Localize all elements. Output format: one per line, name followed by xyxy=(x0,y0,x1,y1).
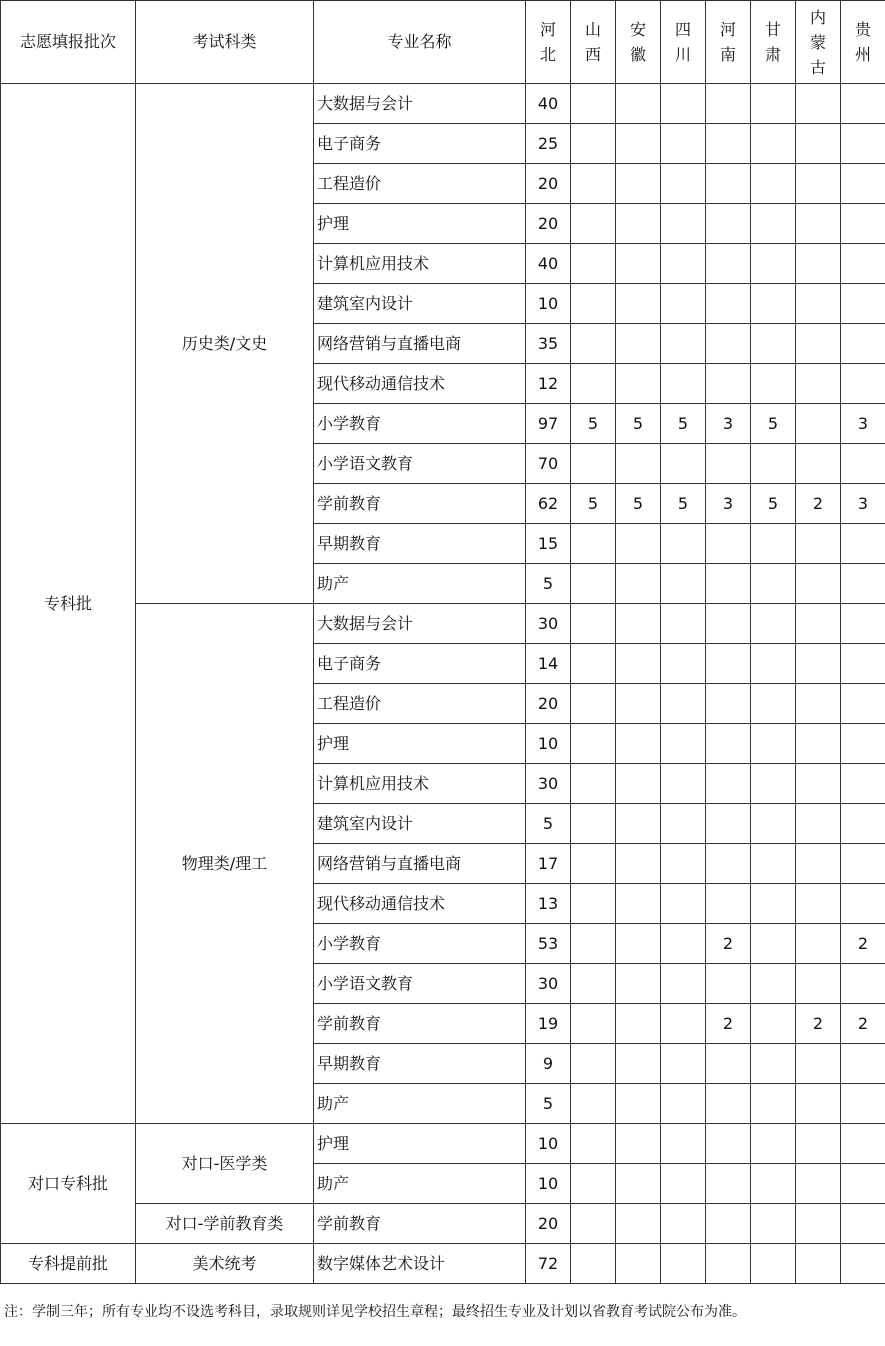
quota-cell xyxy=(616,244,661,284)
quota-cell xyxy=(751,364,796,404)
quota-cell: 5 xyxy=(751,404,796,444)
quota-cell xyxy=(706,164,751,204)
table-row xyxy=(1,1244,885,1284)
quota-cell xyxy=(841,244,885,284)
quota-cell xyxy=(571,564,616,604)
quota-cell xyxy=(571,764,616,804)
quota-cell: 5 xyxy=(661,484,706,524)
quota-cell xyxy=(571,364,616,404)
major-cell: 网络营销与直播电商 xyxy=(314,324,526,364)
quota-cell xyxy=(841,844,885,884)
quota-cell xyxy=(751,84,796,124)
category-cell: 历史类/文史 xyxy=(136,84,314,604)
major-cell: 数字媒体艺术设计 xyxy=(314,1244,526,1284)
quota-cell xyxy=(841,1044,885,1084)
quota-cell xyxy=(796,684,841,724)
quota-cell xyxy=(661,764,706,804)
quota-cell xyxy=(661,1084,706,1124)
quota-cell xyxy=(661,284,706,324)
quota-cell xyxy=(661,964,706,1004)
quota-cell xyxy=(661,1244,706,1284)
quota-cell xyxy=(706,324,751,364)
major-cell: 护理 xyxy=(314,724,526,764)
quota-cell xyxy=(751,564,796,604)
major-cell: 现代移动通信技术 xyxy=(314,884,526,924)
quota-cell xyxy=(751,204,796,244)
category-cell: 物理类/理工 xyxy=(136,604,314,1124)
quota-cell xyxy=(751,244,796,284)
quota-cell: 2 xyxy=(841,1004,885,1044)
quota-cell xyxy=(796,84,841,124)
quota-cell: 3 xyxy=(841,484,885,524)
quota-cell: 10 xyxy=(526,1124,571,1164)
quota-cell xyxy=(751,164,796,204)
quota-cell xyxy=(706,1124,751,1164)
quota-cell xyxy=(706,364,751,404)
quota-cell xyxy=(571,924,616,964)
quota-cell xyxy=(841,884,885,924)
quota-cell: 2 xyxy=(706,924,751,964)
table-row xyxy=(1,1124,885,1164)
quota-cell xyxy=(571,84,616,124)
major-cell: 现代移动通信技术 xyxy=(314,364,526,404)
header-province: 四川 xyxy=(661,1,706,84)
quota-cell xyxy=(706,244,751,284)
quota-cell xyxy=(571,964,616,1004)
quota-cell xyxy=(841,124,885,164)
quota-cell xyxy=(796,524,841,564)
quota-cell xyxy=(571,1124,616,1164)
quota-cell xyxy=(706,284,751,324)
quota-cell xyxy=(841,564,885,604)
quota-cell xyxy=(616,284,661,324)
quota-cell xyxy=(571,1244,616,1284)
quota-cell xyxy=(616,964,661,1004)
quota-cell xyxy=(796,1084,841,1124)
quota-cell xyxy=(706,804,751,844)
quota-cell xyxy=(841,1124,885,1164)
quota-cell xyxy=(751,924,796,964)
quota-cell xyxy=(796,324,841,364)
quota-cell: 9 xyxy=(526,1044,571,1084)
quota-cell xyxy=(571,684,616,724)
quota-cell: 25 xyxy=(526,124,571,164)
quota-cell xyxy=(751,444,796,484)
quota-cell: 53 xyxy=(526,924,571,964)
quota-cell xyxy=(616,1084,661,1124)
quota-cell xyxy=(571,884,616,924)
quota-cell xyxy=(796,844,841,884)
quota-cell xyxy=(616,1004,661,1044)
quota-cell xyxy=(571,244,616,284)
quota-cell xyxy=(616,724,661,764)
major-cell: 助产 xyxy=(314,564,526,604)
quota-cell xyxy=(661,564,706,604)
batch-cell: 对口专科批 xyxy=(1,1124,136,1244)
header-province: 河北 xyxy=(526,1,571,84)
quota-cell xyxy=(751,764,796,804)
quota-cell xyxy=(751,284,796,324)
quota-cell xyxy=(751,324,796,364)
category-cell: 对口-医学类 xyxy=(136,1124,314,1204)
header-province: 贵州 xyxy=(841,1,885,84)
quota-cell xyxy=(796,444,841,484)
quota-cell: 40 xyxy=(526,244,571,284)
quota-cell: 5 xyxy=(571,404,616,444)
quota-cell xyxy=(706,964,751,1004)
quota-cell xyxy=(571,524,616,564)
major-cell: 小学教育 xyxy=(314,404,526,444)
header-category: 考试科类 xyxy=(136,1,314,84)
quota-cell: 20 xyxy=(526,684,571,724)
quota-cell xyxy=(796,404,841,444)
quota-cell xyxy=(571,1084,616,1124)
quota-cell xyxy=(841,284,885,324)
quota-cell: 17 xyxy=(526,844,571,884)
quota-cell xyxy=(616,124,661,164)
category-cell: 对口-学前教育类 xyxy=(136,1204,314,1244)
quota-cell: 10 xyxy=(526,1164,571,1204)
major-cell: 电子商务 xyxy=(314,644,526,684)
quota-cell: 15 xyxy=(526,524,571,564)
quota-cell: 20 xyxy=(526,1204,571,1244)
quota-cell xyxy=(796,764,841,804)
quota-cell xyxy=(751,1204,796,1244)
quota-cell xyxy=(571,604,616,644)
quota-cell xyxy=(841,84,885,124)
quota-cell xyxy=(796,564,841,604)
quota-cell xyxy=(751,804,796,844)
quota-cell xyxy=(661,444,706,484)
quota-cell: 13 xyxy=(526,884,571,924)
quota-cell: 30 xyxy=(526,964,571,1004)
quota-cell xyxy=(706,764,751,804)
quota-cell xyxy=(796,204,841,244)
major-cell: 小学语文教育 xyxy=(314,444,526,484)
quota-cell xyxy=(661,204,706,244)
quota-cell xyxy=(796,1204,841,1244)
quota-cell xyxy=(796,964,841,1004)
quota-cell xyxy=(751,684,796,724)
quota-cell xyxy=(616,644,661,684)
quota-cell xyxy=(616,924,661,964)
quota-cell xyxy=(571,204,616,244)
quota-cell xyxy=(841,724,885,764)
major-cell: 工程造价 xyxy=(314,684,526,724)
quota-cell xyxy=(796,364,841,404)
major-cell: 助产 xyxy=(314,1164,526,1204)
major-cell: 网络营销与直播电商 xyxy=(314,844,526,884)
quota-cell xyxy=(616,1244,661,1284)
quota-cell: 5 xyxy=(616,404,661,444)
header-batch: 志愿填报批次 xyxy=(1,1,136,84)
quota-cell xyxy=(751,884,796,924)
quota-cell xyxy=(661,164,706,204)
quota-cell xyxy=(751,724,796,764)
quota-cell xyxy=(661,644,706,684)
quota-cell xyxy=(796,604,841,644)
quota-cell: 5 xyxy=(751,484,796,524)
quota-cell: 20 xyxy=(526,204,571,244)
quota-cell: 30 xyxy=(526,604,571,644)
major-cell: 早期教育 xyxy=(314,524,526,564)
quota-cell: 2 xyxy=(841,924,885,964)
quota-cell xyxy=(661,684,706,724)
quota-cell: 5 xyxy=(616,484,661,524)
quota-cell xyxy=(796,124,841,164)
major-cell: 大数据与会计 xyxy=(314,604,526,644)
quota-cell: 72 xyxy=(526,1244,571,1284)
quota-cell xyxy=(616,804,661,844)
header-province: 山西 xyxy=(571,1,616,84)
quota-cell xyxy=(616,764,661,804)
quota-cell xyxy=(706,564,751,604)
major-cell: 学前教育 xyxy=(314,1004,526,1044)
quota-cell: 5 xyxy=(526,804,571,844)
major-cell: 学前教育 xyxy=(314,484,526,524)
quota-cell xyxy=(706,1164,751,1204)
quota-cell xyxy=(796,244,841,284)
table-body xyxy=(1,84,885,1284)
quota-cell xyxy=(661,1124,706,1164)
quota-cell xyxy=(706,444,751,484)
quota-cell xyxy=(616,844,661,884)
quota-cell xyxy=(841,964,885,1004)
quota-cell xyxy=(661,1004,706,1044)
quota-cell xyxy=(751,1164,796,1204)
quota-cell xyxy=(571,1004,616,1044)
quota-cell xyxy=(616,364,661,404)
quota-cell xyxy=(571,124,616,164)
quota-cell: 30 xyxy=(526,764,571,804)
major-cell: 早期教育 xyxy=(314,1044,526,1084)
quota-cell xyxy=(616,684,661,724)
quota-cell xyxy=(796,884,841,924)
quota-cell: 12 xyxy=(526,364,571,404)
quota-cell xyxy=(796,1244,841,1284)
major-cell: 计算机应用技术 xyxy=(314,764,526,804)
quota-cell xyxy=(841,164,885,204)
quota-cell xyxy=(661,84,706,124)
quota-cell xyxy=(616,204,661,244)
header-province: 内蒙古 xyxy=(796,1,841,84)
quota-cell: 5 xyxy=(571,484,616,524)
quota-cell: 10 xyxy=(526,724,571,764)
quota-cell xyxy=(796,804,841,844)
table-row xyxy=(1,84,885,124)
quota-cell xyxy=(706,1044,751,1084)
quota-cell xyxy=(796,644,841,684)
header-row xyxy=(1,1,885,84)
quota-cell xyxy=(616,164,661,204)
major-cell: 建筑室内设计 xyxy=(314,804,526,844)
quota-cell xyxy=(616,324,661,364)
quota-cell xyxy=(751,1124,796,1164)
quota-cell: 5 xyxy=(661,404,706,444)
quota-cell xyxy=(751,1084,796,1124)
major-cell: 小学教育 xyxy=(314,924,526,964)
quota-cell: 2 xyxy=(706,1004,751,1044)
quota-cell xyxy=(571,724,616,764)
major-cell: 建筑室内设计 xyxy=(314,284,526,324)
quota-cell: 40 xyxy=(526,84,571,124)
quota-cell: 62 xyxy=(526,484,571,524)
quota-cell xyxy=(841,1164,885,1204)
major-cell: 大数据与会计 xyxy=(314,84,526,124)
quota-cell xyxy=(571,324,616,364)
header-province: 安徽 xyxy=(616,1,661,84)
quota-cell xyxy=(706,884,751,924)
quota-cell xyxy=(751,124,796,164)
quota-cell xyxy=(661,364,706,404)
header-province: 甘肃 xyxy=(751,1,796,84)
quota-cell: 3 xyxy=(841,404,885,444)
header-major: 专业名称 xyxy=(314,1,526,84)
quota-cell: 35 xyxy=(526,324,571,364)
quota-cell xyxy=(661,844,706,884)
quota-cell xyxy=(796,724,841,764)
quota-cell xyxy=(751,644,796,684)
quota-cell: 10 xyxy=(526,284,571,324)
batch-cell: 专科提前批 xyxy=(1,1244,136,1284)
quota-cell xyxy=(841,364,885,404)
quota-cell: 70 xyxy=(526,444,571,484)
quota-cell: 3 xyxy=(706,484,751,524)
quota-cell xyxy=(571,644,616,684)
quota-cell xyxy=(571,284,616,324)
quota-cell: 19 xyxy=(526,1004,571,1044)
quota-cell xyxy=(661,724,706,764)
quota-cell xyxy=(841,1204,885,1244)
major-cell: 护理 xyxy=(314,204,526,244)
quota-cell xyxy=(661,1204,706,1244)
quota-cell xyxy=(706,604,751,644)
quota-cell xyxy=(616,564,661,604)
quota-cell xyxy=(661,604,706,644)
quota-cell: 5 xyxy=(526,1084,571,1124)
major-cell: 工程造价 xyxy=(314,164,526,204)
quota-cell xyxy=(661,324,706,364)
quota-cell xyxy=(841,764,885,804)
quota-cell xyxy=(616,604,661,644)
quota-cell xyxy=(751,844,796,884)
header-province: 河南 xyxy=(706,1,751,84)
quota-cell xyxy=(841,644,885,684)
footnote: 注：学制三年；所有专业均不设选考科目，录取规则详见学校招生章程；最终招生专业及计划以省教育考试院公布为准。 xyxy=(4,1304,746,1320)
quota-cell xyxy=(706,684,751,724)
quota-cell xyxy=(841,324,885,364)
quota-cell xyxy=(661,524,706,564)
quota-cell xyxy=(706,1204,751,1244)
quota-cell xyxy=(616,1124,661,1164)
quota-cell xyxy=(706,204,751,244)
major-cell: 助产 xyxy=(314,1084,526,1124)
quota-cell xyxy=(751,1004,796,1044)
quota-cell xyxy=(661,1044,706,1084)
quota-cell xyxy=(616,1044,661,1084)
major-cell: 学前教育 xyxy=(314,1204,526,1244)
quota-cell: 5 xyxy=(526,564,571,604)
quota-cell: 14 xyxy=(526,644,571,684)
major-cell: 小学语文教育 xyxy=(314,964,526,1004)
quota-cell xyxy=(661,244,706,284)
quota-cell xyxy=(706,724,751,764)
quota-cell xyxy=(796,1164,841,1204)
quota-cell xyxy=(571,444,616,484)
quota-cell xyxy=(571,844,616,884)
quota-cell xyxy=(796,284,841,324)
quota-cell xyxy=(661,1164,706,1204)
quota-cell xyxy=(751,1044,796,1084)
quota-cell xyxy=(841,524,885,564)
quota-cell xyxy=(706,1084,751,1124)
quota-cell xyxy=(706,644,751,684)
quota-cell xyxy=(706,84,751,124)
quota-cell xyxy=(616,884,661,924)
quota-cell xyxy=(571,1204,616,1244)
quota-cell xyxy=(706,124,751,164)
quota-cell xyxy=(661,124,706,164)
quota-cell xyxy=(841,684,885,724)
quota-cell xyxy=(841,1084,885,1124)
quota-cell xyxy=(571,1044,616,1084)
quota-cell xyxy=(661,884,706,924)
quota-cell: 2 xyxy=(796,1004,841,1044)
quota-cell xyxy=(796,1124,841,1164)
quota-cell xyxy=(616,1164,661,1204)
quota-cell xyxy=(616,84,661,124)
quota-cell xyxy=(661,924,706,964)
category-cell: 美术统考 xyxy=(136,1244,314,1284)
quota-cell xyxy=(751,604,796,644)
quota-cell xyxy=(841,204,885,244)
quota-cell xyxy=(841,604,885,644)
major-cell: 电子商务 xyxy=(314,124,526,164)
major-cell: 护理 xyxy=(314,1124,526,1164)
quota-cell xyxy=(706,1244,751,1284)
quota-cell xyxy=(571,164,616,204)
quota-cell xyxy=(751,1244,796,1284)
quota-cell xyxy=(616,524,661,564)
quota-cell: 3 xyxy=(706,404,751,444)
quota-cell xyxy=(841,444,885,484)
major-cell: 计算机应用技术 xyxy=(314,244,526,284)
quota-cell xyxy=(706,844,751,884)
quota-cell xyxy=(796,924,841,964)
quota-cell xyxy=(571,804,616,844)
quota-cell xyxy=(616,1204,661,1244)
quota-cell xyxy=(661,804,706,844)
quota-cell xyxy=(796,1044,841,1084)
batch-cell: 专科批 xyxy=(1,84,136,1124)
quota-cell xyxy=(751,964,796,1004)
quota-cell: 20 xyxy=(526,164,571,204)
quota-cell xyxy=(616,444,661,484)
quota-cell: 97 xyxy=(526,404,571,444)
quota-cell xyxy=(841,1244,885,1284)
quota-cell: 2 xyxy=(796,484,841,524)
quota-cell xyxy=(796,164,841,204)
quota-cell xyxy=(706,524,751,564)
quota-cell xyxy=(841,804,885,844)
quota-cell xyxy=(751,524,796,564)
quota-cell xyxy=(571,1164,616,1204)
